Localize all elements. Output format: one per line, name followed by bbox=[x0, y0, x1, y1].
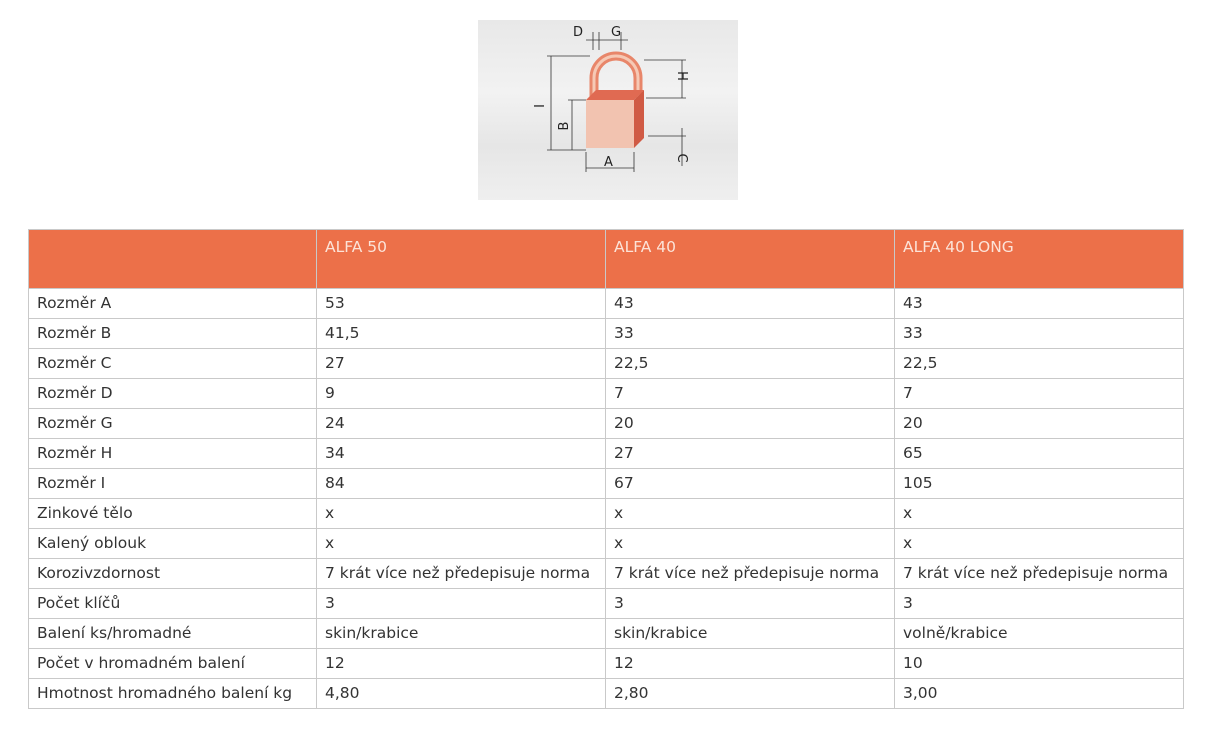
row-label: Rozměr I bbox=[29, 469, 317, 499]
table-row bbox=[29, 529, 1184, 559]
table-cell: 2,80 bbox=[606, 679, 895, 709]
table-cell: x bbox=[317, 499, 606, 529]
table-cell: x bbox=[606, 499, 895, 529]
table-row bbox=[29, 319, 1184, 349]
padlock-diagram-svg bbox=[478, 20, 738, 200]
table-row bbox=[29, 589, 1184, 619]
table-cell: 12 bbox=[317, 649, 606, 679]
table-row bbox=[29, 649, 1184, 679]
table-cell: 53 bbox=[317, 289, 606, 319]
table-cell: 22,5 bbox=[606, 349, 895, 379]
table-cell: 27 bbox=[606, 439, 895, 469]
table-cell: 105 bbox=[895, 469, 1184, 499]
table-cell: 7 krát více než předepisuje norma bbox=[606, 559, 895, 589]
table-row bbox=[29, 469, 1184, 499]
table-row bbox=[29, 619, 1184, 649]
table-cell: 22,5 bbox=[895, 349, 1184, 379]
table-cell: 67 bbox=[606, 469, 895, 499]
table-cell: x bbox=[895, 499, 1184, 529]
diagram-label-C: C bbox=[674, 153, 689, 163]
header-alfa-40-long: ALFA 40 LONG bbox=[895, 230, 1184, 289]
table-cell: 7 krát více než předepisuje norma bbox=[317, 559, 606, 589]
table-cell: 24 bbox=[317, 409, 606, 439]
table-cell: x bbox=[606, 529, 895, 559]
table-cell: 43 bbox=[606, 289, 895, 319]
table-cell: 7 bbox=[895, 379, 1184, 409]
row-label: Balení ks/hromadné bbox=[29, 619, 317, 649]
row-label: Rozměr G bbox=[29, 409, 317, 439]
row-label: Rozměr D bbox=[29, 379, 317, 409]
padlock-spec-table bbox=[28, 229, 1184, 709]
table-cell: 41,5 bbox=[317, 319, 606, 349]
table-cell: 65 bbox=[895, 439, 1184, 469]
table-cell: 84 bbox=[317, 469, 606, 499]
table-cell: 33 bbox=[895, 319, 1184, 349]
table-cell: skin/krabice bbox=[606, 619, 895, 649]
diagram-label-I: I bbox=[533, 104, 548, 108]
diagram-label-A: A bbox=[604, 155, 613, 170]
table-row bbox=[29, 439, 1184, 469]
table-row bbox=[29, 289, 1184, 319]
table-cell: 20 bbox=[895, 409, 1184, 439]
padlock-body-top bbox=[586, 90, 644, 100]
table-row bbox=[29, 679, 1184, 709]
row-label: Rozměr B bbox=[29, 319, 317, 349]
diagram-label-B: B bbox=[557, 121, 572, 131]
table-row bbox=[29, 559, 1184, 589]
table-cell: 7 krát více než předepisuje norma bbox=[895, 559, 1184, 589]
table-cell: x bbox=[895, 529, 1184, 559]
row-label: Korozivzdornost bbox=[29, 559, 317, 589]
header-alfa-40: ALFA 40 bbox=[606, 230, 895, 289]
padlock-dimension-diagram bbox=[478, 20, 738, 200]
table-cell: 9 bbox=[317, 379, 606, 409]
row-label: Počet klíčů bbox=[29, 589, 317, 619]
table-cell: 20 bbox=[606, 409, 895, 439]
table-cell: 7 bbox=[606, 379, 895, 409]
row-label: Počet v hromadném balení bbox=[29, 649, 317, 679]
table-row bbox=[29, 349, 1184, 379]
row-label: Rozměr A bbox=[29, 289, 317, 319]
table-row bbox=[29, 409, 1184, 439]
row-label: Rozměr H bbox=[29, 439, 317, 469]
table-row bbox=[29, 499, 1184, 529]
header-corner bbox=[29, 230, 317, 289]
table-cell: 10 bbox=[895, 649, 1184, 679]
diagram-label-D: D bbox=[573, 25, 584, 40]
diagram-label-G: G bbox=[611, 25, 622, 40]
padlock-body-side bbox=[634, 90, 644, 148]
table-header-row bbox=[29, 230, 1184, 289]
row-label: Rozměr C bbox=[29, 349, 317, 379]
table-cell: 4,80 bbox=[317, 679, 606, 709]
table-cell: 12 bbox=[606, 649, 895, 679]
row-label: Hmotnost hromadného balení kg bbox=[29, 679, 317, 709]
padlock-body-front bbox=[586, 100, 634, 148]
table-cell: skin/krabice bbox=[317, 619, 606, 649]
table-cell: 43 bbox=[895, 289, 1184, 319]
table-cell: volně/krabice bbox=[895, 619, 1184, 649]
row-label: Kalený oblouk bbox=[29, 529, 317, 559]
row-label: Zinkové tělo bbox=[29, 499, 317, 529]
table-cell: 34 bbox=[317, 439, 606, 469]
table-cell: 3 bbox=[317, 589, 606, 619]
table-cell: 33 bbox=[606, 319, 895, 349]
table-cell: 3 bbox=[606, 589, 895, 619]
table-cell: x bbox=[317, 529, 606, 559]
table-cell: 3 bbox=[895, 589, 1184, 619]
table-row bbox=[29, 379, 1184, 409]
header-alfa-50: ALFA 50 bbox=[317, 230, 606, 289]
diagram-label-H: H bbox=[674, 71, 689, 81]
table-cell: 27 bbox=[317, 349, 606, 379]
table-body bbox=[29, 289, 1184, 709]
table-cell: 3,00 bbox=[895, 679, 1184, 709]
